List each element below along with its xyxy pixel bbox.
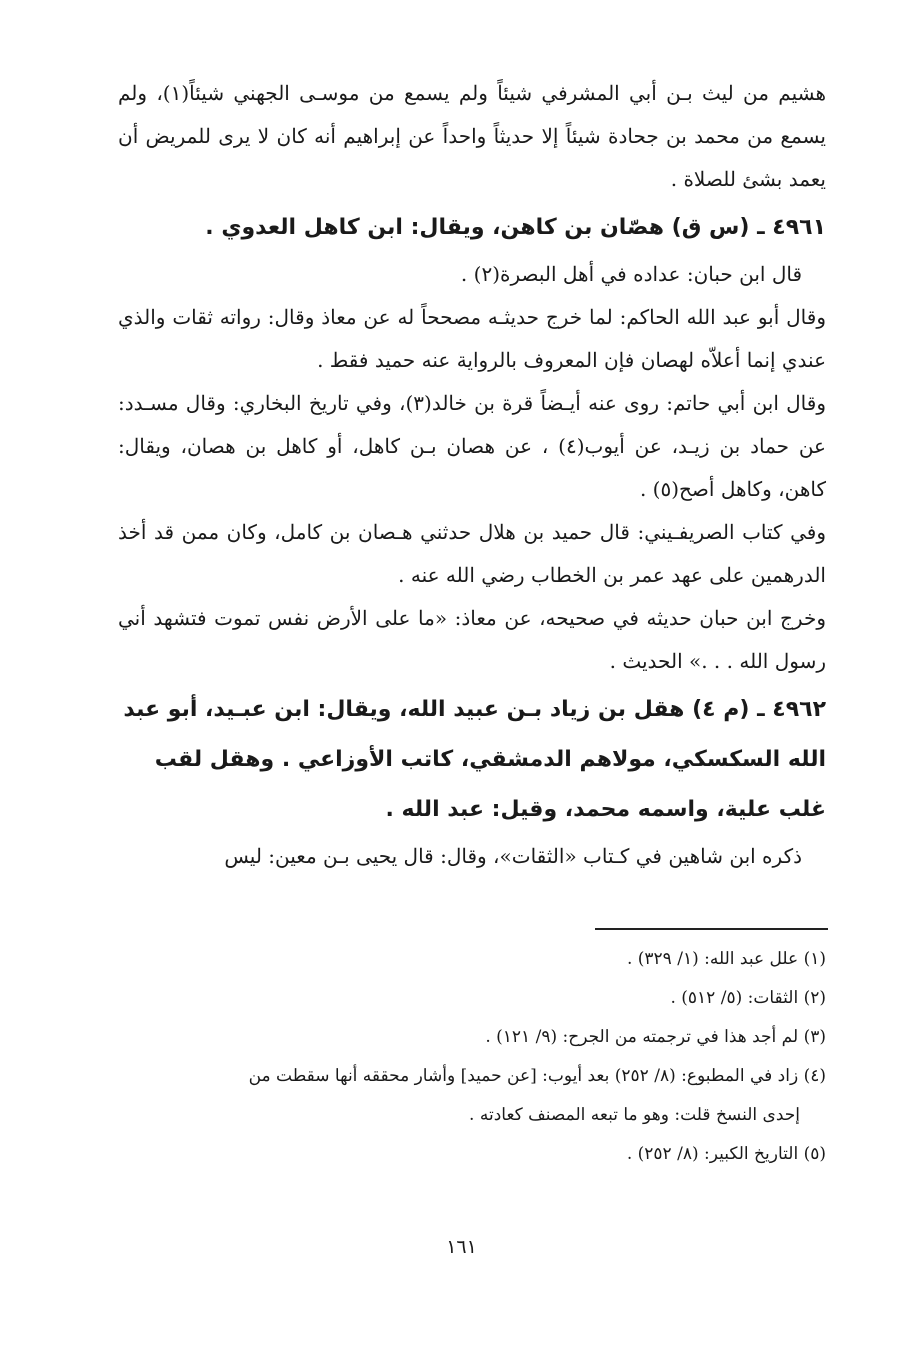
paragraph-ibn-abi-hatim: وقال ابن أبي حاتم: روى عنه أيـضاً قرة بن خالد(٣)، وفي تاريخ البخاري: وقال مسـدد: عن حماد بن زيـد، عن أيوب(٤) ، عن هصان بـن كاهل، أو كاهل بن هصان، ويقال: كاهن، وكاهل أصح(٥) . [118,391,826,501]
entry-4962-heading: ٤٩٦٢ ـ (م ٤) هقل بن زياد بـن عبيد الله، ويقال: ابن عبـيد، أبو عبد الله السكسكي، مولاهم الدمشقي، كاتب الأوزاعي . وهقل لقب غلب علية، واسمه محمد، وقيل: عبد الله . [123,697,826,822]
paragraph-continuation: هشيم من ليث بـن أبي المشرفي شيئاً ولم يسمع من موسـى الجهني شيئاً(١)، ولم يسمع من محمد بن جحادة شيئاً إلا حديثاً واحداً عن إبراهيم أنه كان لا يرى للمريض أن يعمد بشئ للصلاة . [118,81,826,191]
footnote-5: (٥) التاريخ الكبير: (٨/ ٢٥٢) . [626,1144,826,1164]
footnote-4: (٤) زاد في المطبوع: (٨/ ٢٥٢) بعد أيوب: [عن حميد] وأشار محققه أنها سقطت من [248,1066,826,1086]
footnote-1: (١) علل عبد الله: (١/ ٣٢٩) . [626,949,826,969]
paragraph-sahih-ibn-hibban: وخرج ابن حبان حديثه في صحيحه، عن معاذ: «ما على الأرض نفس تموت فتشهد أني رسول الله . . .» الحديث . [118,606,826,673]
paragraph-hakim: وقال أبو عبد الله الحاكم: لما خرج حديثـه مصححاً له عن معاذ وقال: رواته ثقات والذي عندي إنما أعلاّه لهصان فإن المعروف بالرواية عنه حميد فقط . [118,305,826,372]
page-number: ١٦١ [446,1236,477,1258]
paragraph-sarifini: وفي كتاب الصريفـيني: قال حميد بن هلال حدثني هـصان بن كامل، وكان ممن قد أخذ الدرهمين على عهد عمر بن الخطاب رضي الله عنه . [118,520,826,587]
footnote-3: (٣) لم أجد هذا في ترجمته من الجرح: (٩/ ١٢١) . [485,1027,826,1047]
footnote-4-continuation: إحدى النسخ قلت: وهو ما تبعه المصنف كعادته . [469,1105,800,1125]
footnotes [118,940,826,1174]
main-text [118,72,826,878]
footnote-2: (٢) الثقات: (٥/ ٥١٢) . [670,988,826,1008]
entry-4961-heading: ٤٩٦١ ـ (س ق) هصّان بن كاهن، ويقال: ابن كاهل العدوي . [205,215,826,240]
paragraph-ibn-shahin: ذكره ابن شاهين في كـتاب «الثقات»، وقال: قال يحيى بـن معين: ليس [224,844,802,868]
footnote-divider [595,928,828,930]
paragraph-ibn-hibban: قال ابن حبان: عداده في أهل البصرة(٢) . [460,262,802,286]
